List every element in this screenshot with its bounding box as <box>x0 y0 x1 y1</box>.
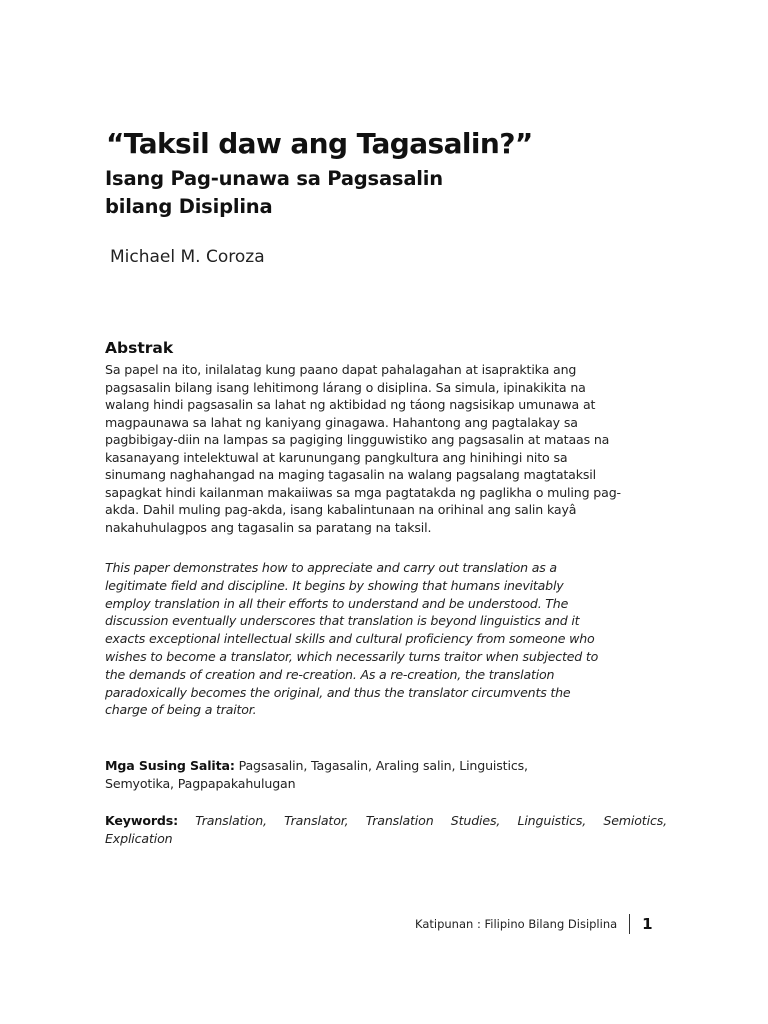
keywords-english-label: Keywords: <box>105 813 178 828</box>
abstract-line: magpaunawa sa lahat ng kaniyang ginagawa. Hahantong ang pagtalakay sa <box>105 414 578 430</box>
keywords-english-values-cont: Explication <box>105 831 173 846</box>
subtitle-line: bilang Disiplina <box>105 195 273 218</box>
abstract-line: sinumang naghahangad na maging tagasalin na walang pagsalang magtataksil <box>105 467 596 482</box>
keywords-filipino-values-cont: Semyotika, Pagpapakahulugan <box>105 776 296 791</box>
keywords-filipino-values: Pagsasalin, Tagasalin, Araling salin, Linguistics, <box>238 758 528 773</box>
keyword-item: Studies, <box>450 813 501 828</box>
abstract-line: Sa papel na ito, inilalatag kung paano dapat pahalagahan at isapraktika ang <box>105 362 577 377</box>
abstract-english <box>105 559 670 719</box>
abstract-line: pagbibigay-diin na lampas sa pagiging lingguwistiko ang pagsasalin at mataas na <box>105 432 610 447</box>
abstract-line: akda. Dahil muling pag-akda, isang kabalintunaan na orihinal ang salin kayâ <box>105 502 577 517</box>
abstract-filipino <box>105 361 665 536</box>
keyword-item: Translator, <box>284 813 349 828</box>
keyword-item: Linguistics, <box>517 813 587 828</box>
page-number: 1 <box>642 915 653 933</box>
abstract-english-line: discussion eventually underscores that translation is beyond linguistics and it <box>105 613 580 629</box>
paper-subtitle <box>105 165 443 221</box>
subtitle-line: Isang Pag-unawa sa Pagsasalin <box>105 167 443 190</box>
running-title: Katipunan : Filipino Bilang Disiplina <box>415 917 618 931</box>
footer-divider <box>629 914 630 934</box>
abstract-english-line: paradoxically becomes the original, and thus the translator circumvents the <box>105 684 571 700</box>
keyword-item: Translation, <box>195 813 267 828</box>
abstract-heading: Abstrak <box>105 339 174 357</box>
keywords-english <box>105 812 667 848</box>
keyword-item: Semiotics, <box>603 813 667 828</box>
abstract-english-line: This paper demonstrates how to appreciate and carry out translation as a <box>105 560 557 575</box>
abstract-english-line: the demands of creation and re-creation. As a re-creation, the translation <box>105 666 555 682</box>
abstract-line: kasanayang intelektuwal at karunungang pangkultura ang hinihingi nito sa <box>105 449 568 465</box>
abstract-english-line: charge of being a traitor. <box>105 702 257 718</box>
keywords-filipino-label: Mga Susing Salita: <box>105 758 235 773</box>
abstract-english-line: legitimate field and discipline. It begins by showing that humans inevitably <box>105 577 564 593</box>
page-footer <box>415 913 653 935</box>
keywords-filipino-line <box>105 757 670 775</box>
keywords-filipino <box>105 757 670 793</box>
abstract-english-line: wishes to become a translator, which necessarily turns traitor when subjected to <box>105 648 599 664</box>
abstract-english-line: employ translation in all their efforts to understand and be understood. The <box>105 595 569 611</box>
abstract-line: nakahuhulagpos ang tagasalin sa paratang na taksil. <box>105 519 432 535</box>
abstract-line: pagsasalin bilang isang lehitimong lárang o disiplina. Sa simula, ipinakikita na <box>105 379 586 395</box>
abstract-line: sapagkat hindi kailanman makaiiwas sa mga pagtatakda ng paglikha o muling pag- <box>105 484 621 500</box>
abstract-english-line: exacts exceptional intellectual skills and cultural proficiency from someone who <box>105 631 595 647</box>
author-name: Michael M. Coroza <box>110 247 265 267</box>
paper-title: “Taksil daw ang Tagasalin?” <box>106 127 533 160</box>
keyword-item: Translation <box>365 813 434 828</box>
abstract-line: walang hindi pagsasalin sa lahat ng aktibidad ng táong nagsisikap umunawa at <box>105 397 596 412</box>
keywords-english-line <box>105 812 667 830</box>
